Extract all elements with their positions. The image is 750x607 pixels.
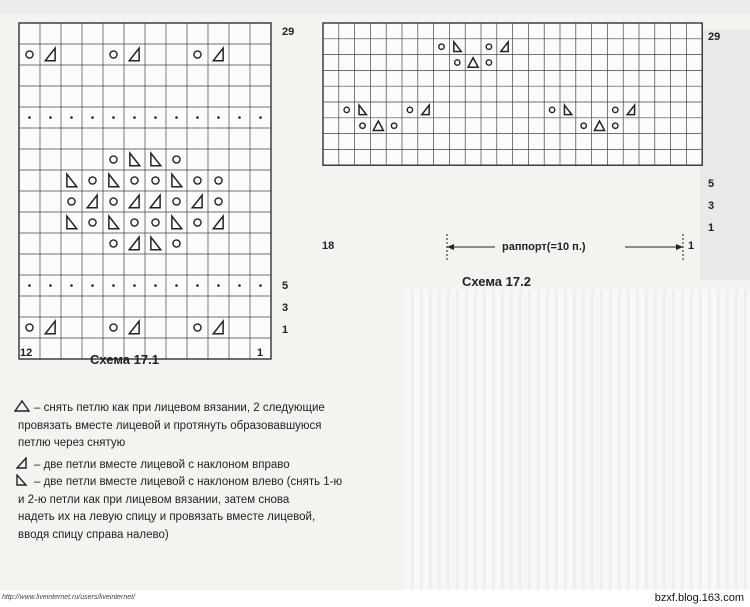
scheme-17-1-grid [18, 22, 272, 360]
legend-item-slip-knit-pass: – снять петлю как при лицевом вязании, 2 следующие [14, 400, 414, 418]
background-edge [700, 30, 750, 280]
scheme1-col-12: 12 [20, 347, 33, 359]
purl-dot-symbol [175, 116, 178, 119]
purl-dot-symbol [259, 116, 262, 119]
footer-watermark: bzxf.blog.163.com [654, 592, 744, 604]
purl-dot-symbol [217, 284, 220, 287]
purl-dot-symbol [70, 284, 73, 287]
purl-dot-symbol [133, 284, 136, 287]
scheme-17-2-grid [322, 22, 703, 166]
scheme1-row-3: 3 [282, 302, 289, 314]
purl-dot-symbol [70, 116, 73, 119]
scheme2-col-18: 18 [322, 240, 335, 252]
purl-dot-symbol [91, 116, 94, 119]
purl-dot-symbol [217, 116, 220, 119]
purl-dot-symbol [259, 284, 262, 287]
purl-dot-symbol [133, 116, 136, 119]
right-slant-icon [14, 457, 30, 469]
legend-item-k2tog-left: – две петли вместе лицевой с наклоном влево (снять 1-ю [14, 474, 414, 492]
purl-dot-symbol [91, 284, 94, 287]
purl-dot-symbol [238, 284, 241, 287]
legend-item1-line3: петлю через снятую [18, 437, 126, 449]
scheme1-row-1: 1 [282, 324, 289, 336]
legend-item3-line3: надеть их на левую спицу и провязать вместе лицевой, [18, 511, 316, 523]
triangle-icon [14, 400, 30, 412]
legend [14, 400, 414, 544]
scheme1-col-1: 1 [257, 347, 264, 359]
scheme1-row-29: 29 [282, 26, 295, 38]
legend-item-k2tog-right: – две петли вместе лицевой с наклоном вправо [14, 457, 414, 475]
purl-dot-symbol [49, 116, 52, 119]
scheme2-row-1: 1 [708, 222, 715, 234]
purl-dot-symbol [175, 284, 178, 287]
left-slant-icon [14, 474, 30, 486]
purl-dot-symbol [154, 284, 157, 287]
purl-dot-symbol [28, 116, 31, 119]
purl-dot-symbol [28, 284, 31, 287]
purl-dot-symbol [196, 284, 199, 287]
purl-dot-symbol [49, 284, 52, 287]
scheme2-row-29: 29 [708, 31, 721, 43]
scheme2-col-1: 1 [688, 240, 695, 252]
scheme1-row-5: 5 [282, 280, 289, 292]
purl-dot-symbol [238, 116, 241, 119]
purl-dot-symbol [196, 116, 199, 119]
legend-item3-line4: вводя спицу справа налево) [18, 528, 169, 541]
scheme2-row-3: 3 [708, 200, 715, 212]
background-strip [0, 0, 750, 14]
purl-dot-symbol [112, 284, 115, 287]
scheme1-title: Схема 17.1 [90, 352, 159, 367]
purl-dot-symbol [154, 116, 157, 119]
repeat-label: раппорт(=10 п.) [502, 241, 586, 253]
scheme2-row-5: 5 [708, 178, 715, 190]
legend-item3-line2: и 2-ю петли как при лицевом вязании, затем снова [18, 493, 290, 506]
purl-dot-symbol [112, 116, 115, 119]
legend-item1-line2: провязать вместе лицевой и протянуть образовавшуюся [18, 419, 322, 432]
footer-source-url: http://www.liveinternet.ru/users/liveinternet/ [2, 594, 136, 601]
background-blurred-text [405, 290, 750, 590]
scheme2-title: Схема 17.2 [462, 274, 531, 289]
